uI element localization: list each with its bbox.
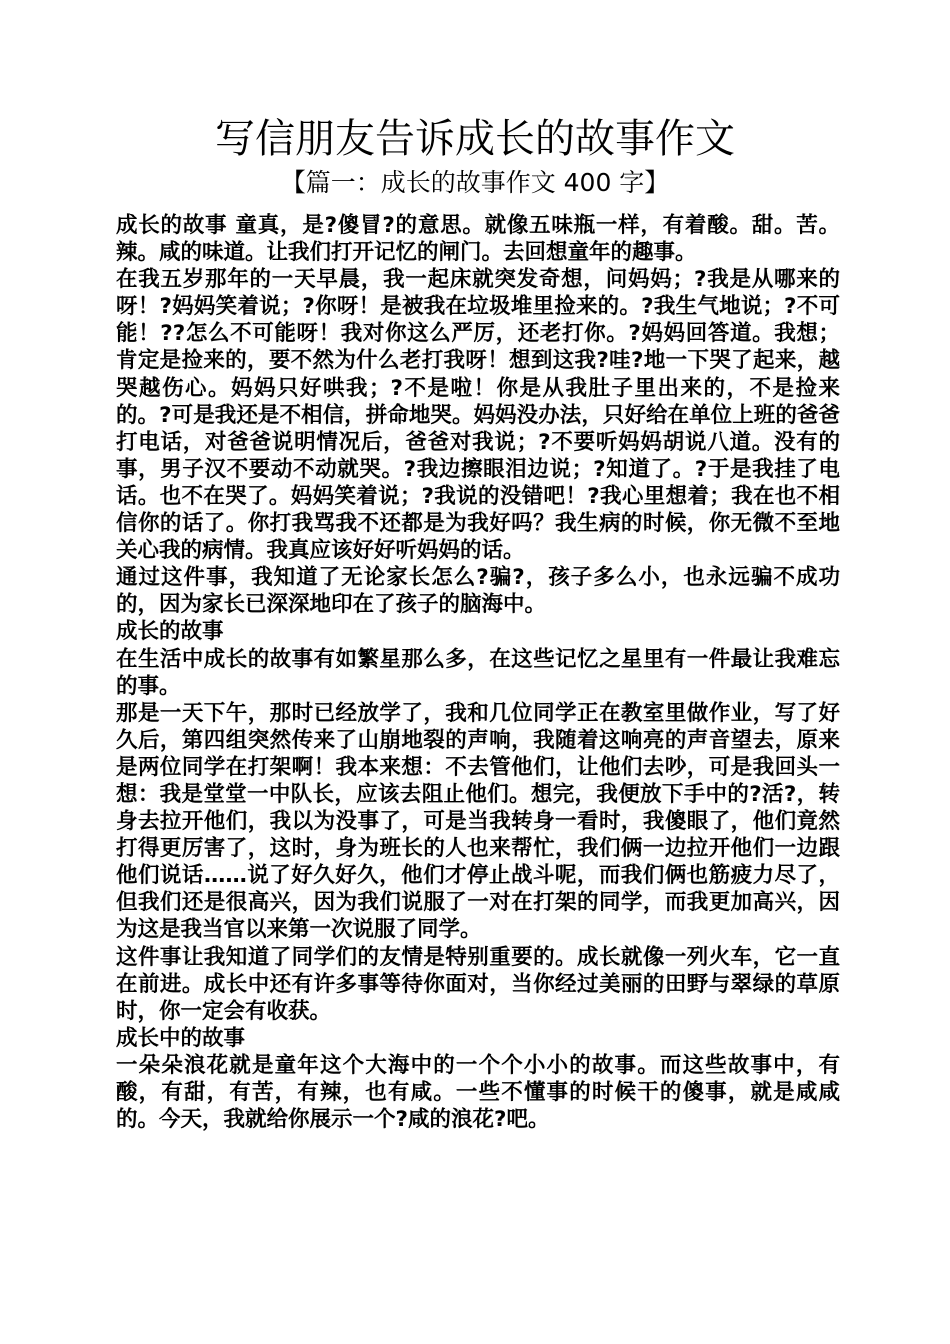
document-subtitle: 【篇一：成长的故事作文 400 字】 (280, 168, 670, 197)
paragraph-conclusion-2: 这件事让我知道了同学们的友情是特别重要的。成长就像一列火车，它一直在前进。成长中还有许多事等待你面对，当你经过美丽的田野与翠绿的草原时，你一定会有收获。 (116, 944, 840, 1024)
paragraph-story-2: 那是一天下午，那时已经放学了，我和几位同学正在教室里做作业，写了好久后，第四组突然传来了山崩地裂的声响，我随着这响亮的声音望去，原来是两位同学在打架啊！我本来想：不去管他们，让他们去吵，可是我回头一想：我是堂堂一中队长，应该去阻止他们。想完，我便放下手中的?活?，转身去拉开他们，我以为没事了，可是当我转身一看时，我傻眼了，他们竟然打得更厉害了，这时，身为班长的人也来帮忙，我们俩一边拉开他们一边跟他们说话……说了好久好久，他们才停止战斗呢，而我们俩也筋疲力尽了，但我们还是很高兴，因为我们说服了一对在打架的同学，而我更加高兴，因为这是我当官以来第一次说服了同学。 (116, 700, 840, 943)
document-title: 写信朋友告诉成长的故事作文 (215, 116, 735, 162)
paragraph-conclusion-1: 通过这件事，我知道了无论家长怎么?骗?，孩子多么小，也永远骗不成功的，因为家长已深深地印在了孩子的脑海中。 (116, 565, 840, 618)
paragraph-story-1: 在我五岁那年的一天早晨，我一起床就突发奇想，问妈妈；?我是从哪来的呀！?妈妈笑着说；?你呀！是被我在垃圾堆里捡来的。?我生气地说；?不可能！??怎么不可能呀！我对你这么严厉，还老打你。?妈妈回答道。我想；肯定是捡来的，要不然为什么老打我呀！想到这我?哇?地一下哭了起来，越哭越伤心。妈妈只好哄我；?不是啦！你是从我肚子里出来的，不是捡来的。?可是我还是不相信，拼命地哭。妈妈没办法，只好给在单位上班的爸爸打电话，对爸爸说明情况后，爸爸对我说；?不要听妈妈胡说八道。没有的事，男子汉不要动不动就哭。?我边擦眼泪边说；?知道了。?于是我挂了电话。也不在哭了。妈妈笑着说；?我说的没错吧！?我心里想着；我在也不相信你的话了。你打我骂我不还都是为我好吗？我生病的时候，你无微不至地关心我的病情。我真应该好好听妈妈的话。 (116, 267, 840, 564)
paragraph-intro: 成长的故事 童真，是?傻冒?的意思。就像五味瓶一样，有着酸。甜。苦。辣。咸的味道。让我们打开记忆的闸门。去回想童年的趣事。 (116, 213, 840, 266)
document-body (116, 212, 840, 1133)
paragraph-intro-3: 一朵朵浪花就是童年这个大海中的一个个小小的故事。而这些故事中，有酸，有甜，有苦，有辣，也有咸。一些不懂事的时候干的傻事，就是咸咸的。今天，我就给你展示一个?咸的浪花?吧。 (116, 1052, 840, 1133)
section-heading-3: 成长中的故事 (116, 1025, 246, 1051)
paragraph-intro-2: 在生活中成长的故事有如繁星那么多，在这些记忆之星里有一件最让我难忘的事。 (116, 646, 840, 699)
section-heading-2: 成长的故事 (116, 619, 224, 645)
